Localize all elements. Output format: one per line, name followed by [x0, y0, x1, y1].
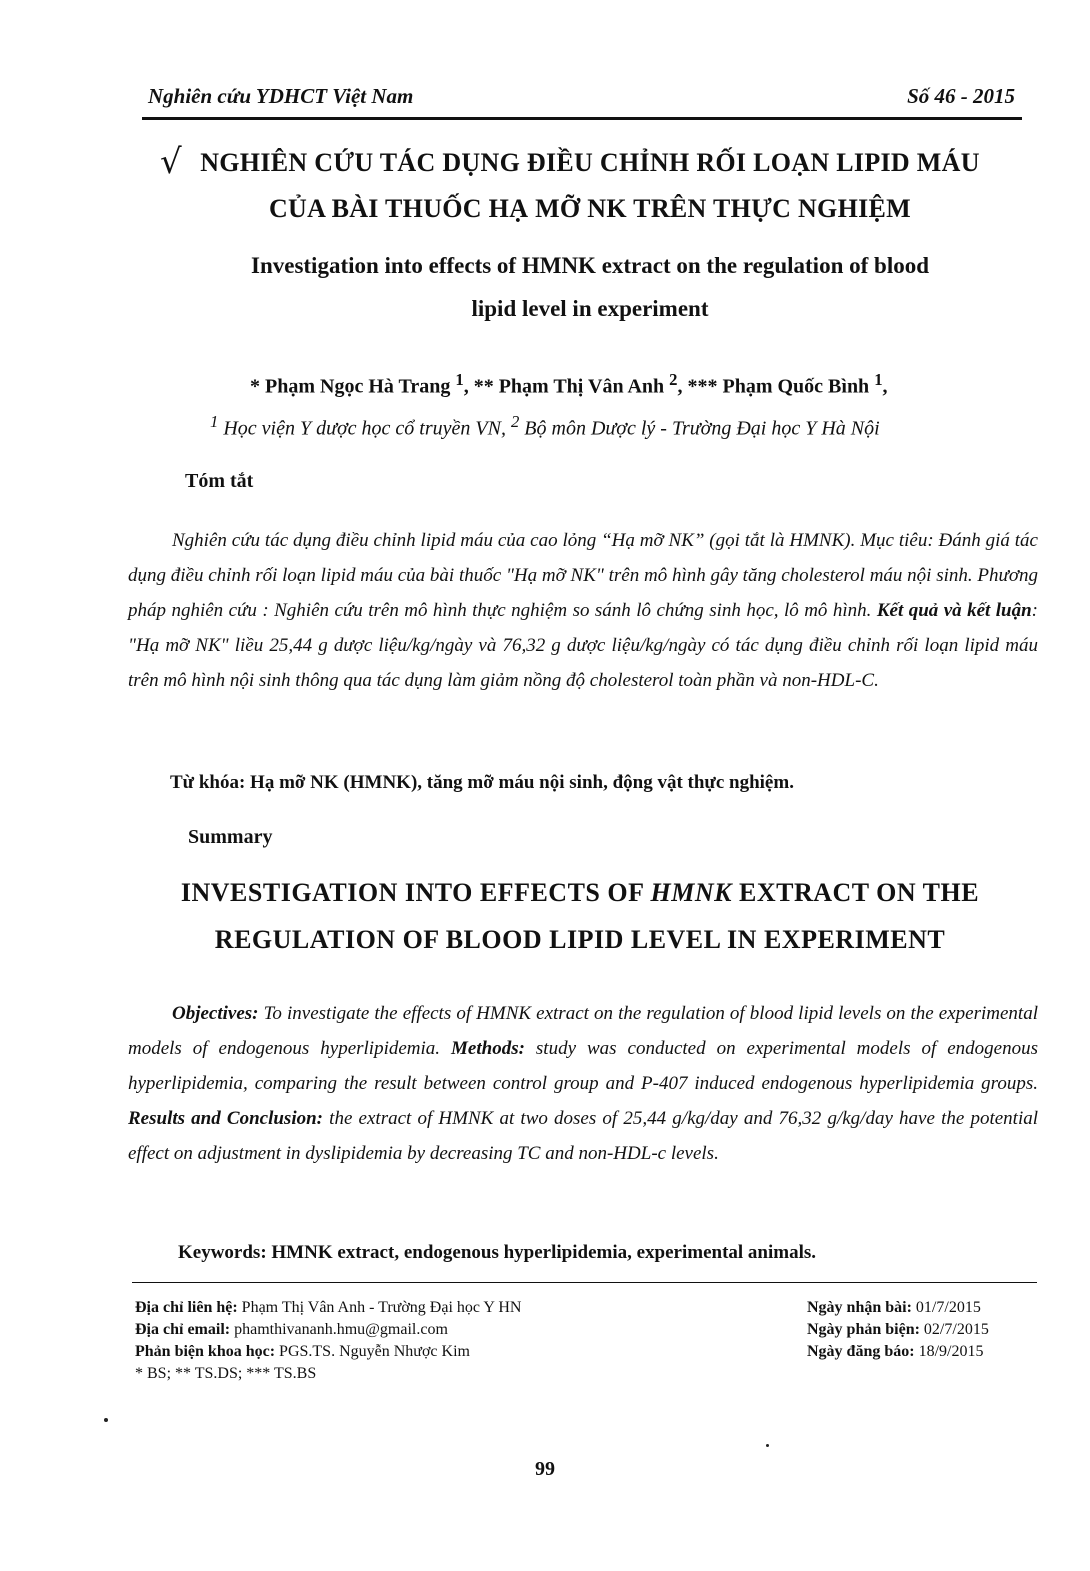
- journal-name: Nghiên cứu YDHCT Việt Nam: [148, 84, 414, 108]
- affil-1: Học viện Y dược học cổ truyền VN,: [218, 417, 511, 440]
- email-line: [135, 1319, 521, 1341]
- review-line: [807, 1319, 989, 1341]
- email-label: Địa chỉ email:: [135, 1321, 231, 1338]
- summary-title-a: INVESTIGATION INTO EFFECTS OF: [180, 878, 651, 907]
- summary-title-c: EXTRACT ON THE: [731, 878, 980, 907]
- published-label: Ngày đăng báo:: [807, 1343, 915, 1360]
- footer-rule: [132, 1282, 1037, 1283]
- summary-body: [128, 996, 1038, 1171]
- review-value: 02/7/2015: [919, 1321, 989, 1338]
- scan-speck: [766, 1444, 769, 1447]
- summary-title-b: HMNK: [650, 878, 732, 907]
- abstract-vi-p1: Nghiên cứu tác dụng điều chỉnh lipid máu của cao lỏng “Hạ mỡ NK” (gọi tắt là HMNK). Mục tiêu: Đánh giá tác dụng điều chỉnh rối loạn lipid máu của bài thuốc "Hạ mỡ NK" trên mô hình gây tăng cholesterol máu nội sinh. Phương pháp nghiên cứu : Nghiên cứu trên mô hình thực nghiệm so sánh lô chứng sinh học, lô mô hình.: [128, 530, 1038, 621]
- keywords-vi-text: Hạ mỡ NK (HMNK), tăng mỡ máu nội sinh, động vật thực nghiệm.: [245, 772, 794, 793]
- contact-label: Địa chỉ liên hệ:: [135, 1299, 238, 1316]
- title-en-line1: Investigation into effects of HMNK extract on the regulation of blood: [251, 253, 929, 278]
- degrees-line: * BS; ** TS.DS; *** TS.BS: [135, 1365, 317, 1382]
- affil-2: Bộ môn Dược lý - Trường Đại học Y Hà Nội: [519, 417, 880, 440]
- affiliations: [210, 412, 880, 441]
- abstract-vi-body: [128, 523, 1038, 698]
- author-2: , ** Phạm Thị Vân Anh: [463, 375, 670, 398]
- keywords-en: [178, 1242, 816, 1264]
- footer-right: [807, 1297, 989, 1363]
- contact-line: [135, 1297, 521, 1319]
- reviewer-label: Phản biện khoa học:: [135, 1343, 276, 1360]
- title-vi-line1: NGHIÊN CỨU TÁC DỤNG ĐIỀU CHỈNH RỐI LOẠN LIPID MÁU: [200, 148, 980, 177]
- review-label: Ngày phản biện:: [807, 1321, 920, 1338]
- author-3: , *** Phạm Quốc Bình: [677, 375, 875, 398]
- received-line: [807, 1297, 989, 1319]
- affil-1-sup: 1: [210, 412, 219, 431]
- results-text: the extract of HMNK at two doses of 25,44 g/kg/day and 76,32 g/kg/day have the potential effect on adjustment in dyslipidemia by decreasing TC and non-HDL-c levels.: [128, 1108, 1039, 1164]
- checkmark-icon: √: [160, 142, 182, 182]
- published-value: 18/9/2015: [914, 1343, 984, 1360]
- keywords-vi: [170, 772, 794, 794]
- keywords-vi-label: Từ khóa:: [170, 772, 246, 793]
- title-en-line2: lipid level in experiment: [471, 296, 709, 321]
- author-1: * Phạm Ngọc Hà Trang: [250, 375, 456, 398]
- title-vi-line2: CỦA BÀI THUỐC HẠ MỠ NK TRÊN THỰC NGHIỆM: [268, 194, 912, 223]
- summary-title-line1: [140, 878, 1020, 908]
- summary-title-line2: REGULATION OF BLOOD LIPID LEVEL IN EXPERIMENT: [214, 925, 946, 954]
- abstract-vi-heading: Tóm tắt: [185, 470, 254, 492]
- footer-left: [135, 1297, 521, 1385]
- author-3-suffix: ,: [882, 375, 888, 398]
- abstract-vi-p2: : "Hạ mỡ NK" liều 25,44 g dược liệu/kg/ngày và 76,32 g dược liệu/kg/ngày có tác dụng điều chỉnh rối loạn lipid máu trên mô hình nội sinh thông qua tác dụng làm giảm nồng độ cholesterol toàn phần và non-HDL-C.: [128, 600, 1038, 691]
- received-label: Ngày nhận bài:: [807, 1299, 912, 1316]
- author-3-sup: 1: [874, 370, 883, 389]
- abstract-vi-result-label: Kết quả và kết luận: [876, 600, 1032, 621]
- methods-label: Methods:: [451, 1038, 525, 1059]
- affil-2-sup: 2: [510, 412, 520, 431]
- published-line: [807, 1341, 989, 1363]
- author-2-sup: 2: [669, 370, 678, 389]
- received-value: 01/7/2015: [911, 1299, 981, 1316]
- header-rule: [142, 117, 1022, 120]
- keywords-en-label: Keywords:: [178, 1242, 267, 1263]
- contact-value: Phạm Thị Vân Anh - Trường Đại học Y HN: [237, 1299, 522, 1316]
- reviewer-line: [135, 1341, 521, 1363]
- email-value: phamthivananh.hmu@gmail.com: [230, 1321, 448, 1338]
- page-number: 99: [535, 1458, 555, 1480]
- keywords-en-text: HMNK extract, endogenous hyperlipidemia, experimental animals.: [266, 1242, 817, 1263]
- reviewer-value: PGS.TS. Nguyễn Nhược Kim: [275, 1343, 470, 1360]
- author-1-sup: 1: [455, 370, 464, 389]
- objectives-text: To investigate the effects of HMNK extract on the regulation of blood lipid levels on the experimental models of endogenous hyperlipidemia.: [128, 1003, 1038, 1059]
- issue-number: Số 46 - 2015: [907, 84, 1015, 108]
- objectives-label: Objectives:: [172, 1003, 259, 1024]
- scan-speck: [104, 1418, 108, 1422]
- methods-text: study was conducted on experimental models of endogenous hyperlipidemia, comparing the result between control group and P-407 induced endogenous hyperlipidemia groups.: [128, 1038, 1038, 1094]
- results-label: Results and Conclusion:: [128, 1108, 324, 1129]
- author-list: [250, 370, 888, 399]
- summary-heading: Summary: [188, 826, 273, 848]
